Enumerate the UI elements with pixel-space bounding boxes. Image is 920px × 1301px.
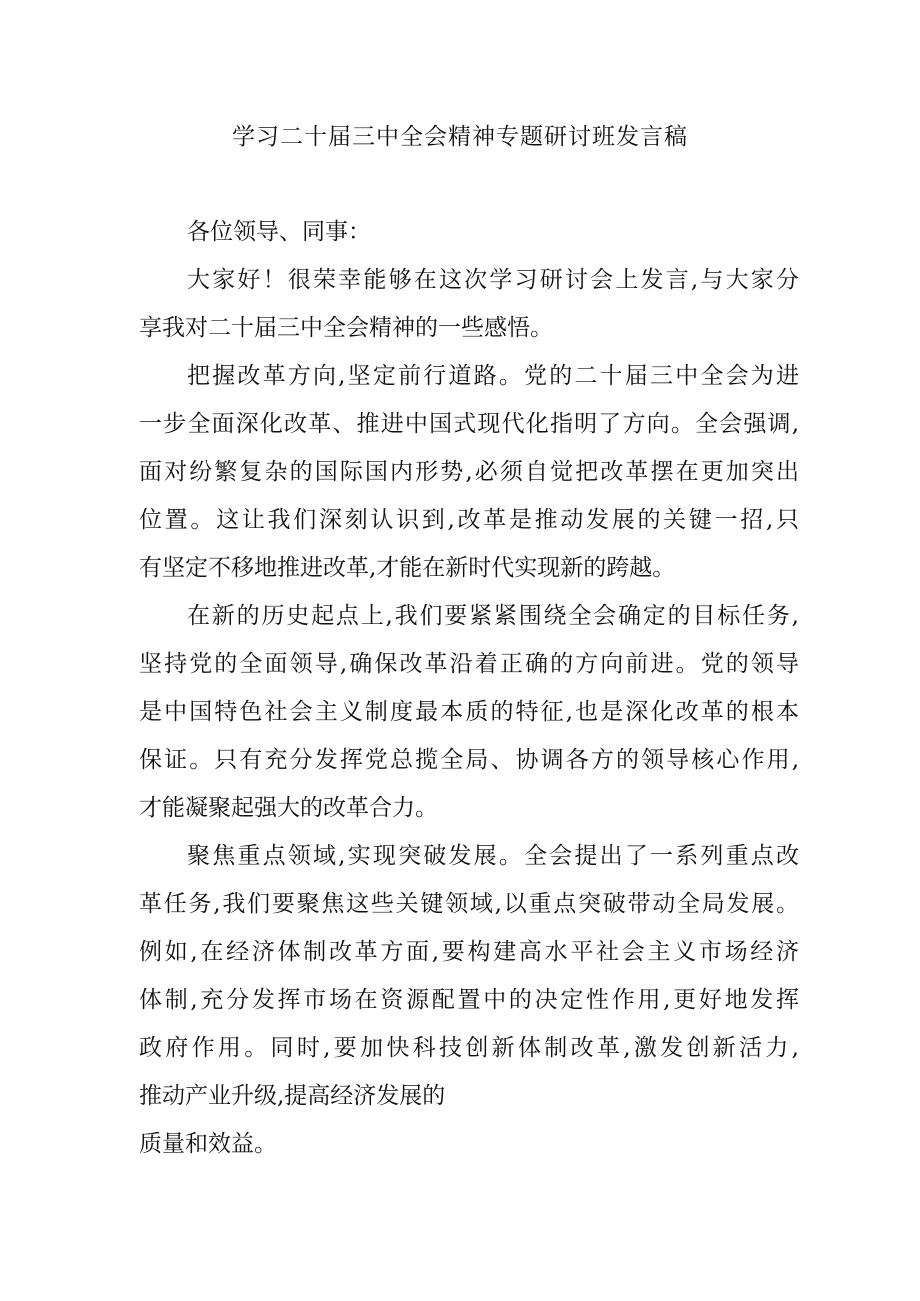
salutation: 各位领导、同事： [187,219,371,245]
paragraph-4-line-6: 推动产业升级,提高经济发展的 [139,1083,446,1109]
paragraph-4-line-3: 例如,在经济体制改革方面,要构建高水平社会主义市场经济 [139,939,799,965]
paragraph-4-line-2: 革任务,我们要聚焦这些关键领域,以重点突破带动全局发展。 [139,891,799,917]
paragraph-4-line-4: 体制,充分发挥市场在资源配置中的决定性作用,更好地发挥 [139,987,799,1013]
paragraph-4-line-1: 聚焦重点领域,实现突破发展。全会提出了一系列重点改 [187,843,799,869]
paragraph-3-line-1: 在新的历史起点上,我们要紧紧围绕全会确定的目标任务, [187,603,799,629]
paragraph-2-line-5: 有坚定不移地推进改革,才能在新时代实现新的跨越。 [139,555,676,581]
paragraph-1-line-2: 享我对二十届三中全会精神的一些感悟。 [139,315,553,341]
paragraph-1-line-1: 大家好！很荣幸能够在这次学习研讨会上发言,与大家分 [187,267,799,293]
paragraph-3-line-5: 才能凝聚起强大的改革合力。 [139,795,438,821]
document-title: 学习二十届三中全会精神专题研讨班发言稿 [232,124,688,150]
paragraph-4-line-5: 政府作用。同时,要加快科技创新体制改革,激发创新活力, [139,1035,799,1061]
paragraph-2-line-4: 位置。这让我们深刻认识到,改革是推动发展的关键一招,只 [139,507,799,533]
paragraph-3-line-2: 坚持党的全面领导,确保改革沿着正确的方向前进。党的领导 [139,651,799,677]
paragraph-3-line-3: 是中国特色社会主义制度最本质的特征,也是深化改革的根本 [139,699,799,725]
paragraph-2-line-2: 一步全面深化改革、推进中国式现代化指明了方向。全会强调, [139,411,799,437]
paragraph-3-line-4: 保证。只有充分发挥党总揽全局、协调各方的领导核心作用, [139,747,799,773]
paragraph-4-line-7: 质量和效益。 [139,1131,277,1157]
paragraph-2-line-1: 把握改革方向,坚定前行道路。党的二十届三中全会为进 [187,363,799,389]
paragraph-2-line-3: 面对纷繁复杂的国际国内形势,必须自觉把改革摆在更加突出 [139,459,799,485]
